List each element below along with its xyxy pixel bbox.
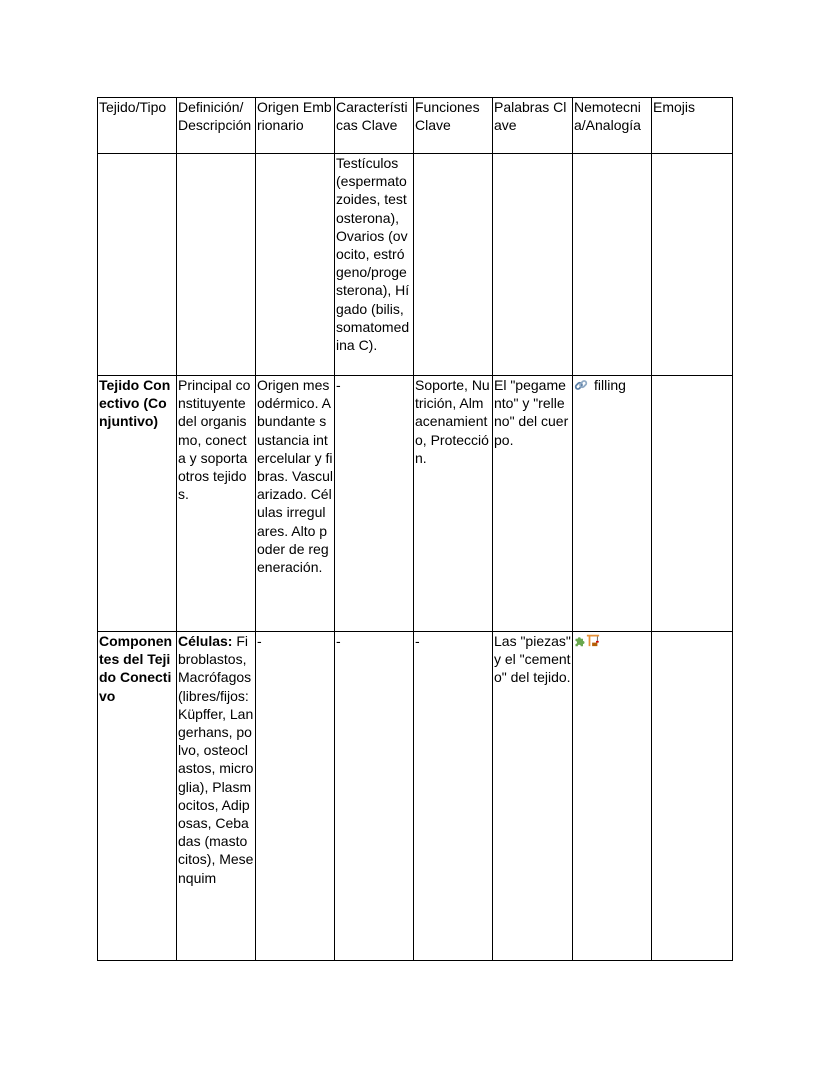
cell-origen: - (256, 632, 335, 961)
cell-emojis (652, 632, 733, 961)
cell-caracteristicas: - (335, 376, 414, 632)
cell-emojis (652, 154, 733, 376)
cell-definicion (177, 632, 256, 961)
cell-tipo: Componentes del Tejido Conectivo (98, 632, 177, 961)
cell-nemotecnia (573, 632, 652, 961)
cell-origen (256, 154, 335, 376)
header-nemotecnia: Nemotecnia/Analogía (573, 98, 652, 154)
header-tipo: Tejido/Tipo (98, 98, 177, 154)
table-row (98, 376, 733, 632)
cell-origen: Origen mesodérmico. Abundante sustancia intercelular y fibras. Vascularizado. Células irregulares. Alto poder de regeneración. (256, 376, 335, 632)
cell-tipo: Tejido Conectivo (Conjuntivo) (98, 376, 177, 632)
header-palabras: Palabras Clave (493, 98, 573, 154)
cell-emojis (652, 376, 733, 632)
cell-palabras: El "pegamento" y "relleno" del cuerpo. (493, 376, 573, 632)
cell-definicion: Principal constituyente del organismo, conecta y soporta otros tejidos. (177, 376, 256, 632)
header-origen: Origen Embrionario (256, 98, 335, 154)
header-definicion: Definición/ Descripción (177, 98, 256, 154)
puzzle-piece-icon (574, 635, 586, 647)
cell-palabras: Las "piezas" y el "cemento" del tejido. (493, 632, 573, 961)
cell-definicion (177, 154, 256, 376)
header-emojis: Emojis (652, 98, 733, 154)
nemotecnia-text: filling (594, 377, 626, 393)
table-row (98, 632, 733, 961)
cell-nemotecnia (573, 376, 652, 632)
cell-funciones: - (414, 632, 493, 961)
cell-nemotecnia (573, 154, 652, 376)
table-row (98, 154, 733, 376)
cell-funciones: Soporte, Nutrición, Almacenamiento, Protección. (414, 376, 493, 632)
content-table (97, 97, 733, 961)
header-caracteristicas: Características Clave (335, 98, 414, 154)
cell-caracteristicas: - (335, 632, 414, 961)
cell-funciones (414, 154, 493, 376)
cell-palabras (493, 154, 573, 376)
cell-tipo (98, 154, 177, 376)
definicion-text: Fibroblastos, Macrófagos (libres/fijos: Küpffer, Langerhans, polvo, osteoclastos, microglia), Plasmocitos, Adiposas, Cebadas (mastocitos), Mesenquim (178, 633, 254, 886)
building-construction-icon (586, 633, 600, 647)
link-icon (574, 378, 588, 392)
cell-caracteristicas: Testículos (espermatozoides, testosterona), Ovarios (ovocito, estrógeno/progesterona), Hígado (bilis, somatomedina C). (335, 154, 414, 376)
header-funciones: Funciones Clave (414, 98, 493, 154)
table-header-row (98, 98, 733, 154)
definicion-heading: Células: (178, 633, 233, 649)
